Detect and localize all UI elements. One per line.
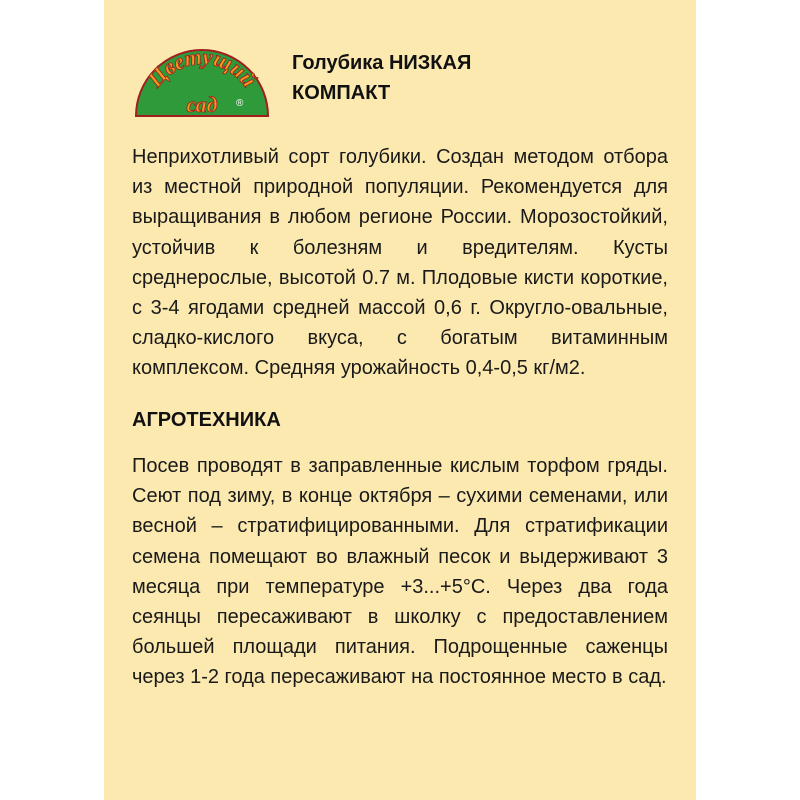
brand-logo: [132, 36, 272, 120]
description-paragraph: Неприхотливый сорт голубики. Создан методом отбора из местной природной популяции. Рекомендуется для выращивания в любом регионе России. Морозостойкий, устойчив к болезням и вредителям. Кусты среднерослые, высотой 0.7 м. Плодовые кисти короткие, с 3-4 ягодами средней массой 0,6 г. Округло-овальные, сладко-кислого вкуса, с богатым витаминным комплексом. Средняя урожайность 0,4-0,5 кг/м2.: [132, 146, 668, 380]
logo-text-bottom: сад: [186, 92, 218, 117]
product-title-line1: Голубика НИЗКАЯ: [292, 52, 472, 74]
product-title: [292, 48, 471, 108]
logo-text-top: Цветущий: [142, 43, 263, 92]
logo-registered-mark: ®: [236, 98, 244, 109]
agro-heading: АГРОТЕХНИКА: [132, 409, 281, 431]
agro-paragraph: Посев проводят в заправленные кислым торфом гряды. Сеют под зиму, в конце октября – сухими семенами, или весной – стратифицированными. Для стратификации семена помещают во влажный песок и выдерживают 3 месяца при температуре +3...+5°С. Через два года сеянцы пересаживают в школку с предоставлением большей площади питания. Подрощенные саженцы через 1-2 года пересаживают на постоянное место в сад.: [132, 455, 668, 689]
product-title-line2: КОМПАКТ: [292, 82, 391, 104]
